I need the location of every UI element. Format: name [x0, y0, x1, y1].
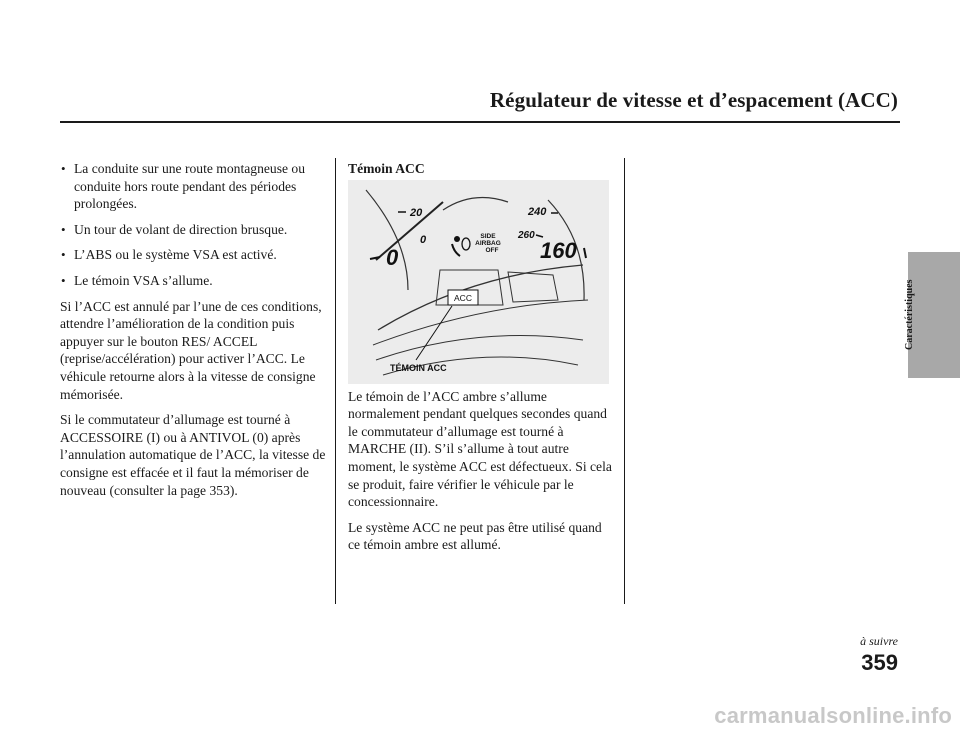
- middle-column: [348, 160, 614, 562]
- bullet-item: [60, 272, 326, 290]
- airbag-label-line1: SIDE: [480, 232, 496, 240]
- tick-mark: [536, 235, 543, 237]
- left-column: [60, 160, 326, 507]
- page-number: 359: [861, 650, 898, 675]
- bullet-item: [60, 246, 326, 264]
- bullet-item: [60, 160, 326, 213]
- instrument-cluster-figure: [348, 180, 609, 384]
- airbag-label-line2: AIRBAG: [475, 239, 501, 247]
- tick-label: 0: [420, 233, 427, 246]
- gauge-arc: [443, 197, 508, 210]
- body-paragraph: Le témoin de l’ACC ambre s’allume normalement pendant quelques secondes quand le commutateur d’allumage est tourné à MARCHE (II). S’il s’allume à tout autre moment, le système ACC est défectueux. Si cela se produit, faire vérifier le véhicule par le concessionnaire.: [348, 388, 612, 510]
- bullet-list: [60, 160, 326, 290]
- gauge-arc: [366, 190, 408, 290]
- bullet-text: La conduite sur une route montagneuse ou conduite hors route pendant des périodes prolongées.: [74, 161, 306, 212]
- bullet-item: [60, 221, 326, 239]
- body-paragraph: Si le commutateur d’allumage est tourné à ACCESSOIRE (I) ou à ANTIVOL (0) après l’annulation automatique de l’ACC, la vitesse de consigne est effacée et il faut la mémoriser de nouveau (consulter la page 353).: [60, 412, 326, 498]
- bullet-text: L’ABS ou le système VSA est activé.: [74, 247, 277, 263]
- tick-label: 20: [410, 206, 423, 219]
- gauge-arc: [373, 300, 588, 345]
- column-divider-left: [335, 158, 336, 604]
- tick-label-large: 0: [386, 244, 399, 270]
- page-header-title: Régulateur de vitesse et d’espacement (ACC): [489, 88, 898, 112]
- watermark: carmanualsonline.info: [714, 703, 952, 728]
- body-paragraph: Si l’ACC est annulé par l’une de ces conditions, attendre l’amélioration de la condition puis appuyer sur le bouton RES/ ACCEL (reprise/accélération) pour activer l’ACC. Le véhicule retourne alors à la vitesse de consigne mémorisée.: [60, 298, 322, 402]
- bullet-dot-icon: •: [61, 272, 66, 288]
- tick-label: 260: [518, 229, 535, 241]
- header-rule: [60, 121, 900, 123]
- bullet-text: Un tour de volant de direction brusque.: [74, 221, 288, 237]
- column-divider-right: [624, 158, 625, 604]
- callout-leader-line: [416, 306, 452, 360]
- tick-label: 240: [528, 205, 547, 218]
- chapter-tab-label: Caractéristiques: [904, 279, 915, 351]
- indicator-window: [508, 272, 558, 302]
- body-paragraph: Le système ACC ne peut pas être utilisé quand ce témoin ambre est allumé.: [348, 519, 602, 553]
- continued-note: à suivre: [860, 634, 898, 648]
- tick-label-large: 160: [540, 237, 577, 263]
- tick-mark: [584, 248, 586, 258]
- bullet-text: Le témoin VSA s’allume.: [74, 272, 213, 288]
- instrument-cluster-illustration: [348, 180, 609, 384]
- bullet-dot-icon: •: [61, 221, 66, 237]
- bullet-dot-icon: •: [61, 161, 66, 176]
- bullet-dot-icon: •: [61, 247, 66, 263]
- acc-indicator-label: ACC: [454, 292, 472, 303]
- airbag-label-line3: OFF: [485, 246, 499, 254]
- callout-label: TÉMOIN ACC: [390, 362, 447, 373]
- section-heading: Témoin ACC: [348, 161, 425, 176]
- gauge-arc: [376, 335, 583, 360]
- passenger-airbag-icon: [452, 236, 470, 256]
